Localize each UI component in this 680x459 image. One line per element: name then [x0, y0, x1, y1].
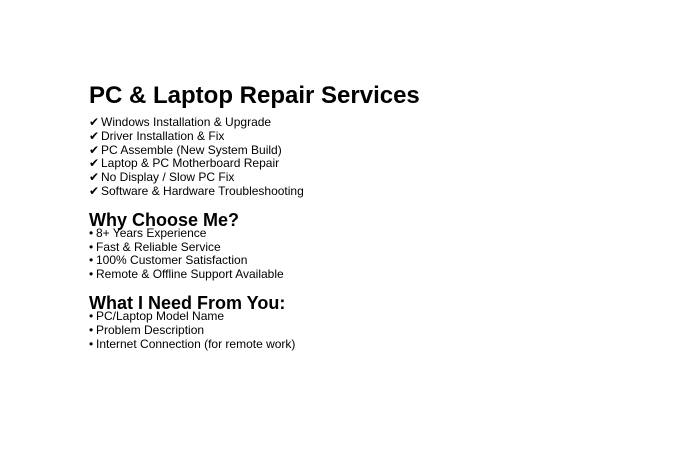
checkmark-icon: ✔ — [89, 183, 100, 198]
list-item — [89, 241, 649, 255]
list-item — [89, 116, 649, 130]
service-label: Windows Installation & Upgrade — [101, 115, 272, 129]
service-label: PC Assemble (New System Build) — [101, 142, 282, 157]
bullet-icon: • — [89, 336, 94, 351]
service-label: Laptop & PC Motherboard Repair — [101, 156, 280, 171]
bullet-icon: • — [89, 267, 94, 282]
reason-label: 100% Customer Satisfaction — [96, 253, 248, 268]
bullet-icon: • — [89, 239, 94, 254]
list-item — [89, 338, 649, 352]
requirement-label: Problem Description — [96, 322, 205, 337]
checkmark-icon: ✔ — [89, 142, 100, 157]
services-list — [89, 116, 649, 199]
requirement-label: PC/Laptop Model Name — [96, 308, 225, 323]
checkmark-icon: ✔ — [89, 115, 100, 129]
list-item — [89, 185, 649, 199]
service-label: Driver Installation & Fix — [101, 128, 225, 143]
checkmark-icon: ✔ — [89, 156, 100, 171]
list-item — [89, 157, 649, 171]
service-label: Software & Hardware Troubleshooting — [101, 183, 304, 198]
list-item — [89, 254, 649, 268]
requirements-heading: What I Need From You: — [89, 292, 286, 313]
list-item — [89, 268, 649, 282]
why-choose-list — [89, 227, 649, 282]
reason-label: Remote & Offline Support Available — [96, 267, 284, 282]
document-body — [89, 82, 649, 351]
list-item — [89, 171, 649, 185]
requirement-label: Internet Connection (for remote work) — [96, 336, 296, 351]
reason-label: 8+ Years Experience — [96, 225, 207, 240]
bullet-icon: • — [89, 253, 94, 268]
why-choose-heading: Why Choose Me? — [89, 209, 240, 230]
checkmark-icon: ✔ — [89, 128, 100, 143]
bullet-icon: • — [89, 322, 94, 337]
list-item — [89, 227, 649, 241]
bullet-icon: • — [89, 225, 94, 240]
requirements-list — [89, 310, 649, 351]
bullet-icon: • — [89, 308, 94, 323]
list-item — [89, 130, 649, 144]
page-title: PC & Laptop Repair Services — [89, 82, 420, 109]
list-item — [89, 310, 649, 324]
service-label: No Display / Slow PC Fix — [101, 170, 235, 185]
reason-label: Fast & Reliable Service — [96, 239, 221, 254]
checkmark-icon: ✔ — [89, 170, 100, 185]
list-item — [89, 144, 649, 158]
list-item — [89, 324, 649, 338]
